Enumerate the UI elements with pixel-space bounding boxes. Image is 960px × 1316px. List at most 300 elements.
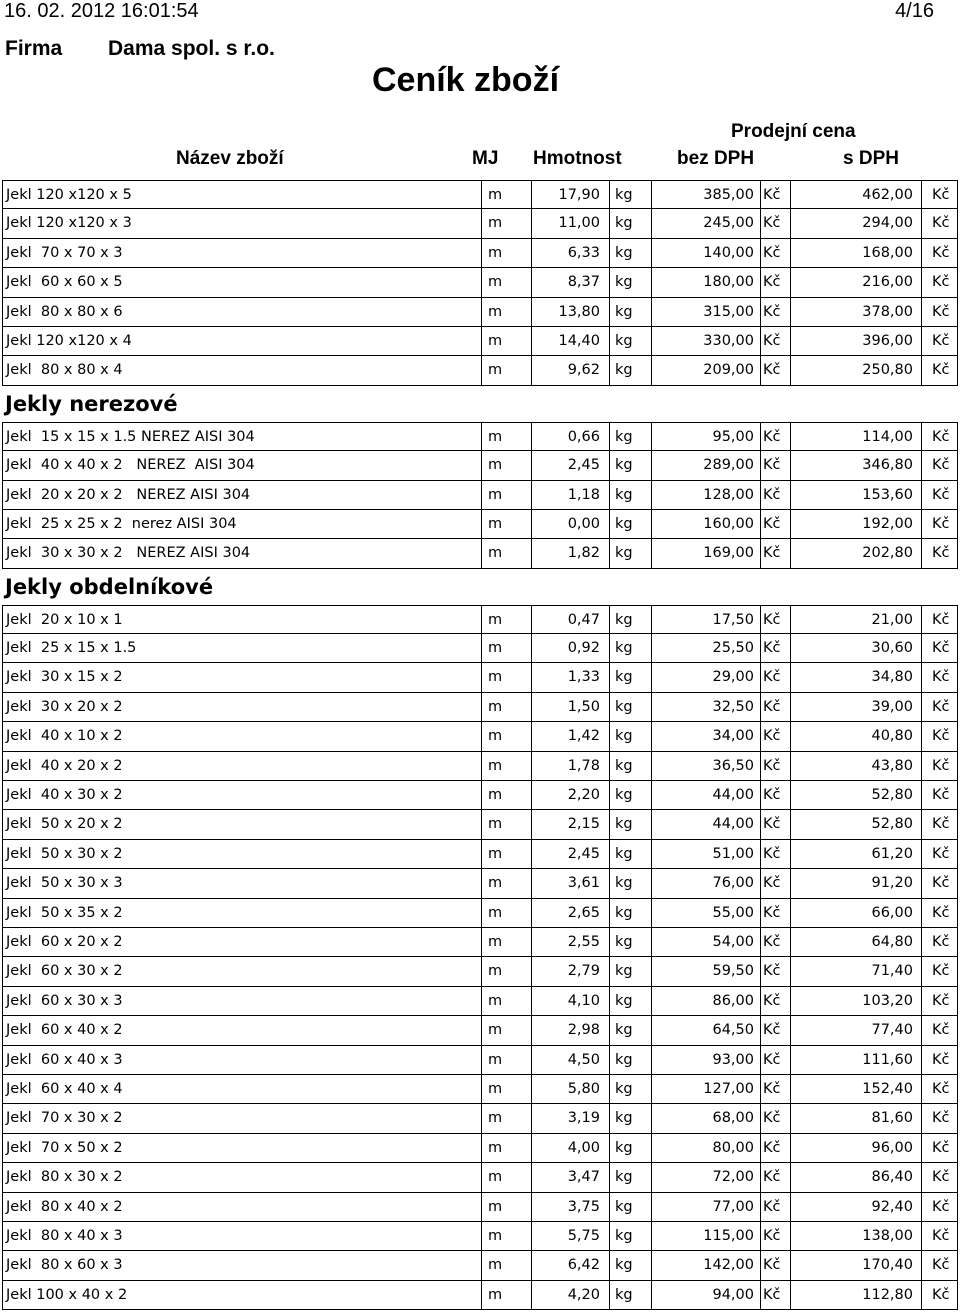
price-gross-cell: 86,40 (871, 1169, 913, 1186)
cell-divider (790, 181, 791, 208)
cell-divider (921, 268, 922, 296)
cell-divider (790, 423, 791, 450)
cell-divider (790, 810, 791, 838)
cell-divider (760, 298, 761, 326)
cell-divider (921, 810, 922, 838)
price-gross-cell: 202,80 (862, 545, 913, 562)
weight-cell: 2,55 (567, 933, 600, 950)
cell-divider (651, 181, 652, 208)
price-net-cell: 94,00 (712, 1286, 754, 1303)
cell-divider (651, 722, 652, 750)
cell-divider (760, 268, 761, 296)
table-row (2, 663, 958, 692)
cell-divider (481, 1193, 482, 1221)
price-gross-cell: 111,60 (862, 1051, 913, 1068)
weight-cell: 3,75 (567, 1198, 600, 1215)
currency-cell: Kč (932, 640, 950, 657)
cell-divider (651, 356, 652, 384)
price-net-cell: 142,00 (703, 1257, 754, 1274)
unit-cell: m (488, 640, 503, 657)
price-net-cell: 128,00 (703, 486, 754, 503)
weight-unit-cell: kg (615, 787, 633, 804)
product-name-cell: Jekl 20 x 10 x 1 (6, 611, 123, 628)
weight-cell: 1,42 (567, 728, 600, 745)
cell-divider (609, 606, 610, 633)
cell-divider (651, 1075, 652, 1103)
cell-divider (921, 663, 922, 691)
cell-divider (921, 327, 922, 355)
price-gross-cell: 152,40 (862, 1080, 913, 1097)
price-gross-cell: 30,60 (871, 640, 913, 657)
cell-divider (609, 1104, 610, 1132)
currency-cell: Kč (763, 992, 781, 1009)
cell-divider (481, 539, 482, 567)
cell-divider (531, 1251, 532, 1279)
unit-cell: m (488, 787, 503, 804)
cell-divider (531, 693, 532, 721)
cell-divider (921, 722, 922, 750)
cell-divider (609, 423, 610, 450)
currency-cell: Kč (932, 244, 950, 261)
currency-cell: Kč (932, 875, 950, 892)
currency-cell: Kč (932, 1051, 950, 1068)
cell-divider (481, 634, 482, 662)
price-gross-cell: 170,40 (862, 1257, 913, 1274)
price-gross-cell: 39,00 (871, 698, 913, 715)
unit-cell: m (488, 332, 503, 349)
weight-cell: 2,20 (567, 787, 600, 804)
cell-divider (790, 1222, 791, 1250)
cell-divider (609, 722, 610, 750)
cell-divider (790, 693, 791, 721)
cell-divider (760, 810, 761, 838)
cell-divider (609, 239, 610, 267)
cell-divider (921, 1075, 922, 1103)
unit-cell: m (488, 457, 503, 474)
weight-unit-cell: kg (615, 1169, 633, 1186)
currency-cell: Kč (763, 728, 781, 745)
currency-cell: Kč (932, 963, 950, 980)
product-name-cell: Jekl 60 x 60 x 5 (6, 274, 123, 291)
currency-cell: Kč (763, 274, 781, 291)
weight-cell: 17,90 (558, 187, 600, 203)
price-net-cell: 140,00 (703, 244, 754, 261)
unit-cell: m (488, 274, 503, 291)
cell-divider (921, 239, 922, 267)
cell-divider (921, 1251, 922, 1279)
cell-divider (609, 663, 610, 691)
cell-divider (790, 1075, 791, 1103)
cell-divider (760, 209, 761, 237)
weight-unit-cell: kg (615, 1257, 633, 1274)
cell-divider (790, 987, 791, 1015)
cell-divider (531, 899, 532, 927)
cell-divider (531, 1046, 532, 1074)
firma-name: Dama spol. s r.o. (108, 37, 275, 60)
cell-divider (760, 327, 761, 355)
currency-cell: Kč (932, 757, 950, 774)
product-name-cell: Jekl 60 x 40 x 3 (6, 1051, 123, 1068)
cell-divider (481, 510, 482, 538)
product-name-cell: Jekl 70 x 70 x 3 (6, 244, 123, 261)
cell-divider (921, 899, 922, 927)
column-header-net: bez DPH (677, 148, 755, 169)
weight-cell: 14,40 (558, 332, 600, 349)
table-row (2, 634, 958, 663)
weight-cell: 1,50 (567, 698, 600, 715)
price-gross-cell: 66,00 (871, 904, 913, 921)
section-heading (2, 569, 958, 605)
cell-divider (760, 634, 761, 662)
cell-divider (609, 928, 610, 956)
cell-divider (531, 1104, 532, 1132)
price-gross-cell: 92,40 (871, 1198, 913, 1215)
product-name-cell: Jekl 60 x 40 x 4 (6, 1080, 123, 1097)
cell-divider (790, 298, 791, 326)
cell-divider (921, 451, 922, 479)
currency-cell: Kč (932, 845, 950, 862)
price-net-cell: 17,50 (712, 611, 754, 628)
unit-cell: m (488, 215, 503, 232)
unit-cell: m (488, 1139, 503, 1156)
cell-divider (481, 957, 482, 985)
cell-divider (760, 1281, 761, 1309)
cell-divider (609, 1163, 610, 1191)
currency-cell: Kč (932, 669, 950, 686)
cell-divider (921, 1193, 922, 1221)
table-row (2, 605, 958, 634)
cell-divider (790, 451, 791, 479)
cell-divider (921, 1134, 922, 1162)
cell-divider (760, 606, 761, 633)
cell-divider (609, 1251, 610, 1279)
cell-divider (651, 423, 652, 450)
unit-cell: m (488, 545, 503, 562)
currency-cell: Kč (763, 545, 781, 562)
unit-cell: m (488, 904, 503, 921)
table-row (2, 1134, 958, 1163)
unit-cell: m (488, 428, 503, 445)
product-name-cell: Jekl 40 x 10 x 2 (6, 728, 123, 745)
cell-divider (481, 209, 482, 237)
table-row (2, 298, 958, 327)
currency-cell: Kč (932, 904, 950, 921)
cell-divider (790, 1016, 791, 1044)
weight-cell: 5,75 (567, 1227, 600, 1244)
price-net-cell: 51,00 (712, 845, 754, 862)
table-row (2, 957, 958, 986)
currency-cell: Kč (763, 303, 781, 320)
weight-cell: 3,19 (567, 1110, 600, 1127)
cell-divider (790, 510, 791, 538)
price-gross-cell: 77,40 (871, 1022, 913, 1039)
table-row (2, 209, 958, 238)
cell-divider (651, 693, 652, 721)
cell-divider (760, 781, 761, 809)
cell-divider (790, 899, 791, 927)
price-net-cell: 72,00 (712, 1169, 754, 1186)
currency-cell: Kč (932, 1139, 950, 1156)
weight-cell: 8,37 (567, 274, 600, 291)
currency-cell: Kč (763, 1051, 781, 1068)
cell-divider (651, 1104, 652, 1132)
price-net-cell: 32,50 (712, 698, 754, 715)
cell-divider (531, 481, 532, 509)
weight-unit-cell: kg (615, 611, 633, 628)
weight-unit-cell: kg (615, 963, 633, 980)
table-row (2, 928, 958, 957)
weight-cell: 0,92 (567, 640, 600, 657)
weight-cell: 0,66 (567, 428, 600, 445)
cell-divider (921, 1046, 922, 1074)
cell-divider (481, 327, 482, 355)
table-row (2, 180, 958, 209)
cell-divider (921, 539, 922, 567)
weight-unit-cell: kg (615, 303, 633, 320)
price-gross-cell: 91,20 (871, 875, 913, 892)
weight-unit-cell: kg (615, 428, 633, 445)
currency-cell: Kč (763, 457, 781, 474)
product-name-cell: Jekl 80 x 30 x 2 (6, 1169, 123, 1186)
weight-cell: 3,47 (567, 1169, 600, 1186)
currency-cell: Kč (763, 215, 781, 232)
cell-divider (481, 1104, 482, 1132)
cell-divider (531, 634, 532, 662)
cell-divider (790, 1104, 791, 1132)
currency-cell: Kč (932, 362, 950, 379)
cell-divider (651, 1193, 652, 1221)
price-net-cell: 86,00 (712, 992, 754, 1009)
currency-cell: Kč (763, 787, 781, 804)
cell-divider (481, 1251, 482, 1279)
weight-unit-cell: kg (615, 757, 633, 774)
price-gross-cell: 103,20 (862, 992, 913, 1009)
product-name-cell: Jekl 120 x120 x 5 (6, 187, 132, 203)
cell-divider (760, 451, 761, 479)
currency-cell: Kč (763, 904, 781, 921)
weight-unit-cell: kg (615, 698, 633, 715)
cell-divider (651, 987, 652, 1015)
cell-divider (609, 899, 610, 927)
cell-divider (609, 752, 610, 780)
cell-divider (481, 356, 482, 384)
cell-divider (790, 781, 791, 809)
cell-divider (609, 1222, 610, 1250)
table-row (2, 722, 958, 751)
table-row (2, 899, 958, 928)
currency-cell: Kč (932, 816, 950, 833)
cell-divider (531, 752, 532, 780)
table-row (2, 1251, 958, 1280)
price-net-cell: 29,00 (712, 669, 754, 686)
price-net-cell: 68,00 (712, 1110, 754, 1127)
cell-divider (531, 928, 532, 956)
cell-divider (481, 1281, 482, 1309)
product-name-cell: Jekl 120 x120 x 3 (6, 215, 132, 232)
weight-unit-cell: kg (615, 215, 633, 232)
table-row (2, 693, 958, 722)
price-net-cell: 36,50 (712, 757, 754, 774)
currency-cell: Kč (932, 428, 950, 445)
product-name-cell: Jekl 80 x 40 x 2 (6, 1198, 123, 1215)
price-net-cell: 34,00 (712, 728, 754, 745)
cell-divider (790, 481, 791, 509)
table-row (2, 268, 958, 297)
weight-cell: 0,47 (567, 611, 600, 628)
cell-divider (609, 481, 610, 509)
currency-cell: Kč (763, 933, 781, 950)
cell-divider (921, 423, 922, 450)
cell-divider (760, 957, 761, 985)
cell-divider (921, 634, 922, 662)
currency-cell: Kč (932, 1257, 950, 1274)
unit-cell: m (488, 845, 503, 862)
product-name-cell: Jekl 70 x 30 x 2 (6, 1110, 123, 1127)
price-net-cell: 54,00 (712, 933, 754, 950)
product-name-cell: Jekl 40 x 40 x 2 NEREZ AISI 304 (6, 457, 255, 474)
weight-unit-cell: kg (615, 362, 633, 379)
cell-divider (921, 928, 922, 956)
cell-divider (531, 423, 532, 450)
unit-cell: m (488, 1227, 503, 1244)
cell-divider (651, 663, 652, 691)
price-gross-cell: 52,80 (871, 816, 913, 833)
weight-cell: 1,78 (567, 757, 600, 774)
cell-divider (481, 810, 482, 838)
cell-divider (921, 840, 922, 868)
price-gross-cell: 396,00 (862, 332, 913, 349)
weight-cell: 1,18 (567, 486, 600, 503)
unit-cell: m (488, 244, 503, 261)
weight-cell: 2,45 (567, 845, 600, 862)
weight-cell: 4,20 (567, 1286, 600, 1303)
weight-cell: 5,80 (567, 1080, 600, 1097)
weight-unit-cell: kg (615, 1198, 633, 1215)
unit-cell: m (488, 1022, 503, 1039)
cell-divider (531, 181, 532, 208)
price-net-cell: 115,00 (703, 1227, 754, 1244)
price-gross-cell: 216,00 (862, 274, 913, 291)
unit-cell: m (488, 875, 503, 892)
cell-divider (921, 693, 922, 721)
cell-divider (481, 899, 482, 927)
cell-divider (921, 781, 922, 809)
cell-divider (921, 1104, 922, 1132)
product-name-cell: Jekl 80 x 80 x 4 (6, 362, 123, 379)
weight-unit-cell: kg (615, 1227, 633, 1244)
cell-divider (481, 298, 482, 326)
table-row (2, 481, 958, 510)
table-row (2, 356, 958, 385)
currency-cell: Kč (932, 992, 950, 1009)
print-timestamp: 16. 02. 2012 16:01:54 (4, 0, 199, 22)
weight-unit-cell: kg (615, 187, 633, 203)
price-gross-cell: 40,80 (871, 728, 913, 745)
cell-divider (531, 957, 532, 985)
cell-divider (609, 1046, 610, 1074)
cell-divider (481, 752, 482, 780)
cell-divider (651, 1281, 652, 1309)
cell-divider (531, 239, 532, 267)
weight-unit-cell: kg (615, 933, 633, 950)
weight-cell: 3,61 (567, 875, 600, 892)
price-net-cell: 76,00 (712, 875, 754, 892)
cell-divider (790, 840, 791, 868)
price-gross-cell: 462,00 (862, 187, 913, 203)
cell-divider (609, 327, 610, 355)
cell-divider (651, 327, 652, 355)
price-gross-cell: 43,80 (871, 757, 913, 774)
cell-divider (531, 869, 532, 897)
section-title: Jekly nerezové (5, 391, 178, 416)
cell-divider (760, 181, 761, 208)
cell-divider (531, 1222, 532, 1250)
cell-divider (531, 987, 532, 1015)
weight-unit-cell: kg (615, 274, 633, 291)
currency-cell: Kč (763, 963, 781, 980)
currency-cell: Kč (932, 332, 950, 349)
cell-divider (790, 1251, 791, 1279)
cell-divider (651, 539, 652, 567)
weight-unit-cell: kg (615, 875, 633, 892)
price-net-cell: 44,00 (712, 787, 754, 804)
cell-divider (790, 1163, 791, 1191)
cell-divider (921, 298, 922, 326)
price-gross-cell: 52,80 (871, 787, 913, 804)
currency-cell: Kč (763, 611, 781, 628)
product-name-cell: Jekl 80 x 40 x 3 (6, 1227, 123, 1244)
cell-divider (651, 1016, 652, 1044)
cell-divider (531, 451, 532, 479)
price-net-cell: 95,00 (712, 428, 754, 445)
price-gross-cell: 153,60 (862, 486, 913, 503)
cell-divider (651, 869, 652, 897)
price-gross-cell: 61,20 (871, 845, 913, 862)
weight-cell: 2,45 (567, 457, 600, 474)
product-name-cell: Jekl 70 x 50 x 2 (6, 1139, 123, 1156)
weight-cell: 2,79 (567, 963, 600, 980)
weight-cell: 2,98 (567, 1022, 600, 1039)
cell-divider (481, 1046, 482, 1074)
weight-unit-cell: kg (615, 1022, 633, 1039)
cell-divider (760, 1163, 761, 1191)
price-net-cell: 127,00 (703, 1080, 754, 1097)
unit-cell: m (488, 1051, 503, 1068)
weight-cell: 6,42 (567, 1257, 600, 1274)
cell-divider (609, 869, 610, 897)
currency-cell: Kč (932, 1286, 950, 1303)
cell-divider (481, 268, 482, 296)
cell-divider (651, 1251, 652, 1279)
cell-divider (651, 899, 652, 927)
unit-cell: m (488, 303, 503, 320)
cell-divider (790, 957, 791, 985)
price-net-cell: 55,00 (712, 904, 754, 921)
cell-divider (921, 181, 922, 208)
cell-divider (609, 356, 610, 384)
unit-cell: m (488, 1257, 503, 1274)
weight-unit-cell: kg (615, 1139, 633, 1156)
weight-unit-cell: kg (615, 545, 633, 562)
cell-divider (790, 1281, 791, 1309)
cell-divider (651, 481, 652, 509)
unit-cell: m (488, 992, 503, 1009)
cell-divider (651, 451, 652, 479)
currency-cell: Kč (932, 515, 950, 532)
cell-divider (609, 298, 610, 326)
cell-divider (531, 1016, 532, 1044)
cell-divider (921, 510, 922, 538)
